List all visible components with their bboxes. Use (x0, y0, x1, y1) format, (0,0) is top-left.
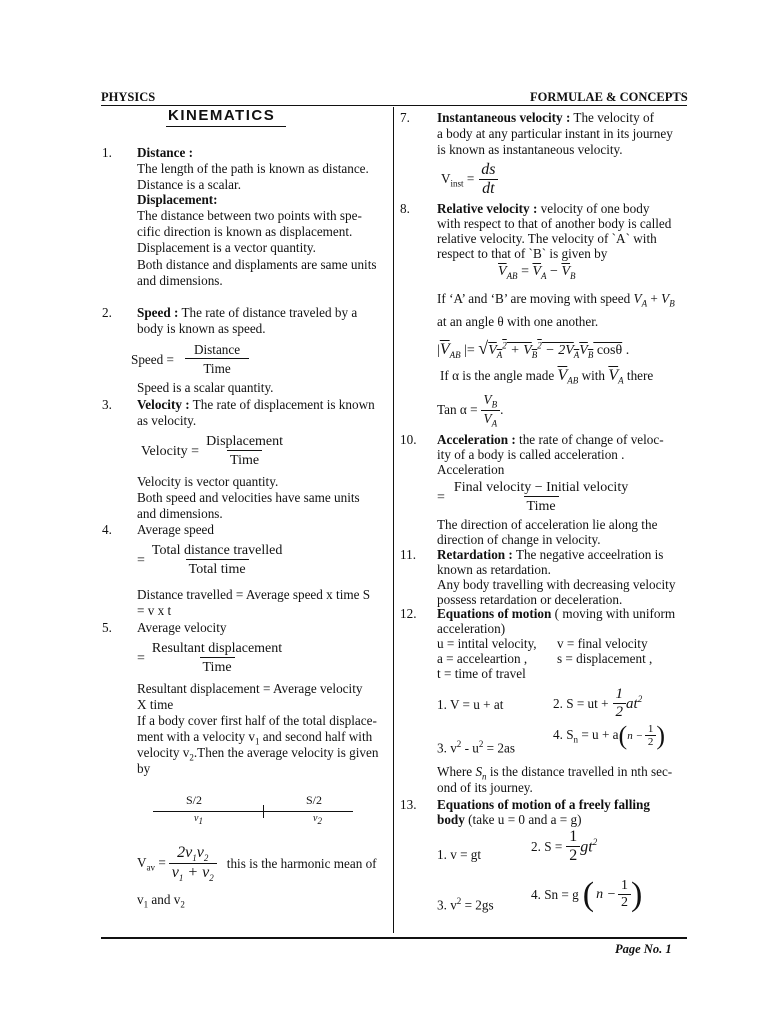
text-line: known as retardation. (437, 562, 551, 577)
text-run: cosθ (593, 343, 623, 358)
text-run: Where (437, 764, 476, 779)
section-heading: Equations of motion of a freely falling (437, 797, 650, 812)
text-line (137, 745, 378, 766)
text-run: is the distance travelled in nth sec- (486, 764, 673, 779)
text-run: the rate of change of veloc- (515, 432, 664, 447)
formula-relative-magnitude (437, 338, 629, 360)
text-run: - u (461, 740, 479, 756)
equation-1: 1. V = u + at (437, 697, 504, 712)
segment-midpoint-tick (263, 805, 264, 818)
numerator: ds (481, 161, 496, 178)
text-run: v (171, 864, 179, 882)
equation-1: 1. v = gt (437, 847, 482, 862)
segment-line (153, 811, 353, 812)
subscript: AB (449, 349, 461, 360)
text-run: |= (460, 343, 479, 358)
text-line: Both distance and displaments are same units (137, 257, 377, 272)
superscript: 2 (592, 836, 598, 847)
equation-4 (531, 875, 643, 913)
numerator: 1 (569, 828, 578, 845)
subscript: 1 (254, 736, 260, 747)
text-line (137, 305, 385, 321)
text-line: Distance is a scalar. (137, 177, 241, 192)
text-run: = 2as (483, 740, 515, 756)
text-line: Speed is a scalar quantity. (137, 380, 274, 395)
text-line: direction of change in velocity. (437, 532, 601, 547)
text-line: X time (137, 697, 174, 712)
equation-2 (553, 686, 642, 721)
formula-lhs: = (437, 489, 445, 505)
text-run: with (578, 368, 609, 383)
text-line: Resultant displacement = Average velocity (137, 681, 363, 696)
formula-lhs (137, 855, 166, 873)
text-run (626, 694, 642, 713)
text-line (437, 812, 582, 828)
numerator: 1 (621, 878, 629, 893)
text-line: ond of its journey. (437, 780, 533, 795)
text-line (437, 547, 663, 563)
text-line: acceleration) (437, 621, 506, 636)
text-run: = 2gs (461, 897, 494, 913)
text-run: = (517, 264, 533, 279)
subscript: 2 (209, 873, 214, 884)
subscript: 1 (198, 816, 203, 826)
segment-velocity-left (194, 813, 203, 826)
text-line: is known as instantaneous velocity. (437, 142, 623, 157)
segment-label-right: S/2 (306, 793, 323, 807)
text-run: there (623, 368, 654, 383)
text-run (580, 837, 597, 856)
text-run: V (441, 170, 451, 186)
text-run: + V (506, 343, 532, 358)
text-run: V (488, 343, 497, 358)
subscript: 2 (189, 752, 194, 763)
equation-3 (437, 736, 515, 757)
denominator: 2 (618, 894, 631, 911)
formula-lhs (441, 171, 474, 189)
subscript: n (482, 771, 487, 782)
text-line: and dimensions. (137, 273, 223, 288)
formula-tan (437, 392, 503, 428)
text-run: The negative acceelration is (512, 547, 664, 562)
numerator: Resultant displacement (151, 641, 283, 656)
text-run: $\overline{V}$ (608, 367, 619, 384)
text-run: velocity of one body (537, 201, 650, 216)
fraction (169, 844, 217, 883)
denominator: 2 (613, 703, 627, 721)
subscript: inst (450, 178, 464, 189)
section-heading: Retardation : (437, 547, 513, 562)
text-run: = u + a (578, 726, 619, 742)
text-line: respect to that of `B` is given by (437, 246, 608, 261)
superscript: 2 (456, 896, 462, 906)
equation-3 (437, 893, 494, 914)
section-number: 11. (400, 547, 416, 562)
paren-open: ( (582, 875, 595, 913)
text-run: + v (183, 864, 210, 882)
subscript: A (618, 375, 624, 386)
subscript: B (531, 349, 538, 360)
text-run: v (194, 813, 199, 824)
text-run: 2. S = (531, 838, 563, 854)
text-line: by (137, 761, 151, 776)
text-line: The distance between two points with spe- (137, 208, 362, 223)
text-line: u = intital velocity, (437, 636, 537, 651)
text-line: with respect to that of another body is called (437, 216, 672, 231)
subscript: A (541, 270, 547, 281)
formula-vav (137, 844, 377, 883)
fraction (176, 342, 258, 377)
subscript: 2 (203, 853, 209, 864)
numerator (481, 392, 501, 410)
text-run: v (313, 813, 318, 824)
section-number: 2. (102, 305, 112, 320)
denominator (481, 410, 501, 429)
series-label: FORMULAE & CONCEPTS (530, 90, 688, 104)
formula-lhs: = (137, 552, 145, 568)
equation-4 (553, 720, 666, 750)
header-rule (101, 105, 687, 106)
subscript: A (491, 418, 498, 429)
text-line: Acceleration (437, 462, 505, 477)
section-subheading: Displacement: (137, 192, 218, 207)
fraction (149, 641, 285, 676)
text-line: relative velocity. The velocity of `A` with (437, 231, 657, 246)
text-line (437, 291, 675, 312)
text-run: | (437, 343, 440, 358)
fraction (613, 686, 627, 721)
formula-acceleration (437, 480, 631, 515)
text-line: possess retardation or deceleration. (437, 592, 623, 607)
text-run: $\overline{V}$ (561, 264, 570, 279)
text-run: V (579, 343, 588, 358)
text-run: − (546, 264, 562, 279)
section-number: 10. (400, 432, 417, 447)
numerator: 1 (647, 723, 654, 735)
text-run: = (158, 854, 166, 870)
denominator: Time (524, 496, 559, 515)
text-line: The direction of acceleration lie along the (437, 517, 658, 532)
text-run: and v (148, 892, 181, 907)
text-line (437, 110, 654, 126)
subject-label: PHYSICS (101, 90, 156, 104)
text-run: The velocity of (570, 110, 654, 125)
text-run: $\overline{V}$ (439, 341, 450, 358)
text-run: − 2V (541, 343, 574, 358)
text-run: 4. Sn = g (531, 886, 579, 902)
denominator: Time (227, 450, 262, 469)
paren-close: ) (631, 875, 643, 913)
text-run: V (633, 291, 642, 306)
subscript: AB (567, 375, 579, 386)
section-heading: Acceleration : (437, 432, 516, 447)
subscript: 1 (192, 853, 197, 864)
superscript: 2 (637, 694, 643, 704)
text-line (137, 397, 375, 413)
subscript: av (146, 862, 156, 873)
text-run: velocity v (137, 745, 190, 760)
fraction (203, 434, 286, 469)
denominator (169, 863, 217, 883)
numerator: Total distance travelled (151, 543, 283, 558)
numerator: 1 (615, 686, 624, 702)
text-line: The length of the path is known as distance. (137, 161, 369, 176)
paren-close: ) (656, 720, 666, 750)
section-heading: Average velocity (137, 620, 227, 635)
formula-relative-velocity (498, 264, 576, 281)
text-line: Any body travelling with decreasing velocity (437, 577, 676, 592)
denominator: Time (185, 358, 248, 377)
page-number: Page No. 1 (615, 942, 672, 956)
text-line: If a body cover first half of the total displace- (137, 713, 377, 728)
section-heading: Speed : (137, 305, 179, 320)
formula-lhs: Tan α = (437, 402, 478, 418)
section-number: 12. (400, 606, 417, 621)
text-run: .Then the average velocity is given (193, 745, 379, 760)
fraction (481, 392, 504, 429)
paren-open: ( (618, 720, 628, 750)
section-heading: Instantaneous velocity : (437, 110, 571, 125)
text-line: and dimensions. (137, 506, 223, 521)
text-line (437, 432, 664, 448)
superscript: 2 (502, 340, 507, 351)
fraction (618, 878, 631, 911)
denominator: Total time (186, 559, 249, 578)
text-run: 4. S (553, 726, 574, 742)
text-run: $\overline{V}$ (557, 367, 568, 384)
denominator: Time (200, 657, 235, 676)
subscript: B (570, 270, 576, 281)
formula-lhs: Velocity = (141, 443, 200, 459)
numerator: Final velocity − Initial velocity (453, 480, 629, 495)
superscript: 2 (456, 739, 462, 749)
subscript: B (669, 298, 675, 309)
text-run: 3. v (437, 897, 457, 913)
text-line (437, 201, 649, 217)
fraction (478, 161, 498, 198)
superscript: 2 (537, 340, 542, 351)
formula-speed (131, 342, 258, 377)
section-heading: Velocity : (137, 397, 190, 412)
sqrt-body (488, 340, 623, 360)
denominator: 2 (645, 735, 657, 748)
fraction (645, 723, 657, 748)
formula-lhs: Speed = (131, 351, 174, 367)
text-run: v (137, 892, 144, 907)
text-line: at an angle θ with one another. (437, 314, 599, 329)
text-run: n − (627, 729, 643, 742)
text-run: $\overline{V}$ (498, 264, 507, 279)
footer-rule (101, 937, 687, 939)
text-line: a = acceleartion , (437, 651, 528, 666)
text-run: V (483, 392, 492, 407)
subscript: A (496, 349, 503, 360)
subscript: B (587, 349, 594, 360)
text-run: at (626, 696, 638, 712)
section-heading: Distance : (137, 145, 194, 160)
text-run: = (466, 170, 475, 186)
subscript: 2 (180, 899, 185, 910)
text-run: $\overline{V}$ (532, 264, 542, 279)
text-run: + (647, 291, 662, 306)
subscript: A (573, 349, 580, 360)
text-run: gt (580, 838, 593, 856)
section-number: 3. (102, 397, 112, 412)
title-underline (166, 126, 286, 127)
text-line (137, 892, 185, 913)
fraction (566, 828, 580, 865)
section-number: 1. (102, 145, 112, 160)
page-title: KINEMATICS (168, 107, 276, 124)
section-number: 5. (102, 620, 112, 635)
section-heading: Equations of motion (437, 606, 552, 621)
text-line: Both speed and velocities have same units (137, 490, 360, 505)
text-run: The rate of distance traveled by a (178, 305, 358, 320)
superscript: 2 (478, 739, 484, 749)
text-run: v (196, 844, 204, 861)
numerator: Displacement (206, 434, 284, 449)
text-run: V (137, 854, 147, 870)
section-heading: body (437, 812, 465, 827)
section-number: 8. (400, 201, 410, 216)
text-run: If α is the angle made (440, 368, 558, 383)
text-line: ity of a body is called acceleration . (437, 447, 625, 462)
text-run: V (483, 410, 492, 426)
text-run: The rate of displacement is known (189, 397, 375, 412)
fraction (451, 480, 631, 515)
text-line: cific direction is known as displacement. (137, 224, 353, 239)
text-run: n − (596, 886, 617, 902)
numerator (174, 844, 211, 863)
subscript: AB (506, 270, 518, 281)
subscript: 2 (317, 816, 322, 826)
sqrt-sign: √ (478, 338, 489, 358)
section-number: 13. (400, 797, 417, 812)
formula-average-speed (137, 543, 285, 578)
text-line (440, 368, 653, 389)
denominator: dt (479, 179, 497, 198)
text-run: 2. S = ut + (553, 695, 609, 711)
text-line: as velocity. (137, 413, 197, 428)
formula-velocity (141, 434, 286, 469)
text-run (553, 727, 619, 745)
text-run: ment with a velocity v (137, 729, 255, 744)
text-run: 3. v (437, 740, 457, 756)
text-run: . (622, 343, 630, 358)
text-line: t = time of travel (437, 666, 526, 681)
text-line: Velocity is vector quantity. (137, 474, 279, 489)
denominator: 2 (566, 846, 580, 865)
subscript: 1 (143, 899, 149, 910)
text-run: V (661, 291, 670, 306)
segment-label-left: S/2 (186, 793, 203, 807)
section-heading: Average speed (137, 522, 215, 537)
subscript: B (491, 399, 498, 410)
text-line (437, 606, 675, 622)
column-divider (393, 107, 394, 933)
text-run: and second half with (259, 729, 373, 744)
segment-velocity-right (313, 813, 322, 826)
subscript: A (641, 298, 648, 309)
text-run: . (500, 402, 504, 418)
text-line: Displacement is a vector quantity. (137, 240, 316, 255)
text-line: = v x t (137, 603, 172, 618)
text-line: Distance travelled = Average speed x time S (137, 587, 371, 602)
text-run: this is the harmonic mean of (226, 855, 377, 871)
equation-2 (531, 828, 597, 865)
text-run: S (475, 764, 483, 779)
subscript: n (573, 734, 579, 745)
formula-instantaneous-velocity (441, 161, 499, 198)
numerator: Distance (193, 342, 241, 357)
section-heading: Relative velocity : (437, 201, 538, 216)
formula-average-velocity (137, 641, 285, 676)
text-run: (take u = 0 and a = g) (464, 812, 582, 827)
text-line: a body at any particular instant in its journey (437, 126, 673, 141)
text-line: v = final velocity (557, 636, 648, 651)
section-number: 4. (102, 522, 112, 537)
text-line: s = displacement , (557, 651, 653, 666)
text-run: 2v (177, 844, 193, 861)
text-run: If ‘A’ and ‘B’ are moving with speed (437, 291, 634, 306)
section-number: 7. (400, 110, 410, 125)
formula-lhs: = (137, 650, 145, 666)
text-line: body is known as speed. (137, 321, 266, 336)
subscript: 1 (178, 873, 184, 884)
fraction (149, 543, 285, 578)
text-run: ( moving with uniform (551, 606, 676, 621)
